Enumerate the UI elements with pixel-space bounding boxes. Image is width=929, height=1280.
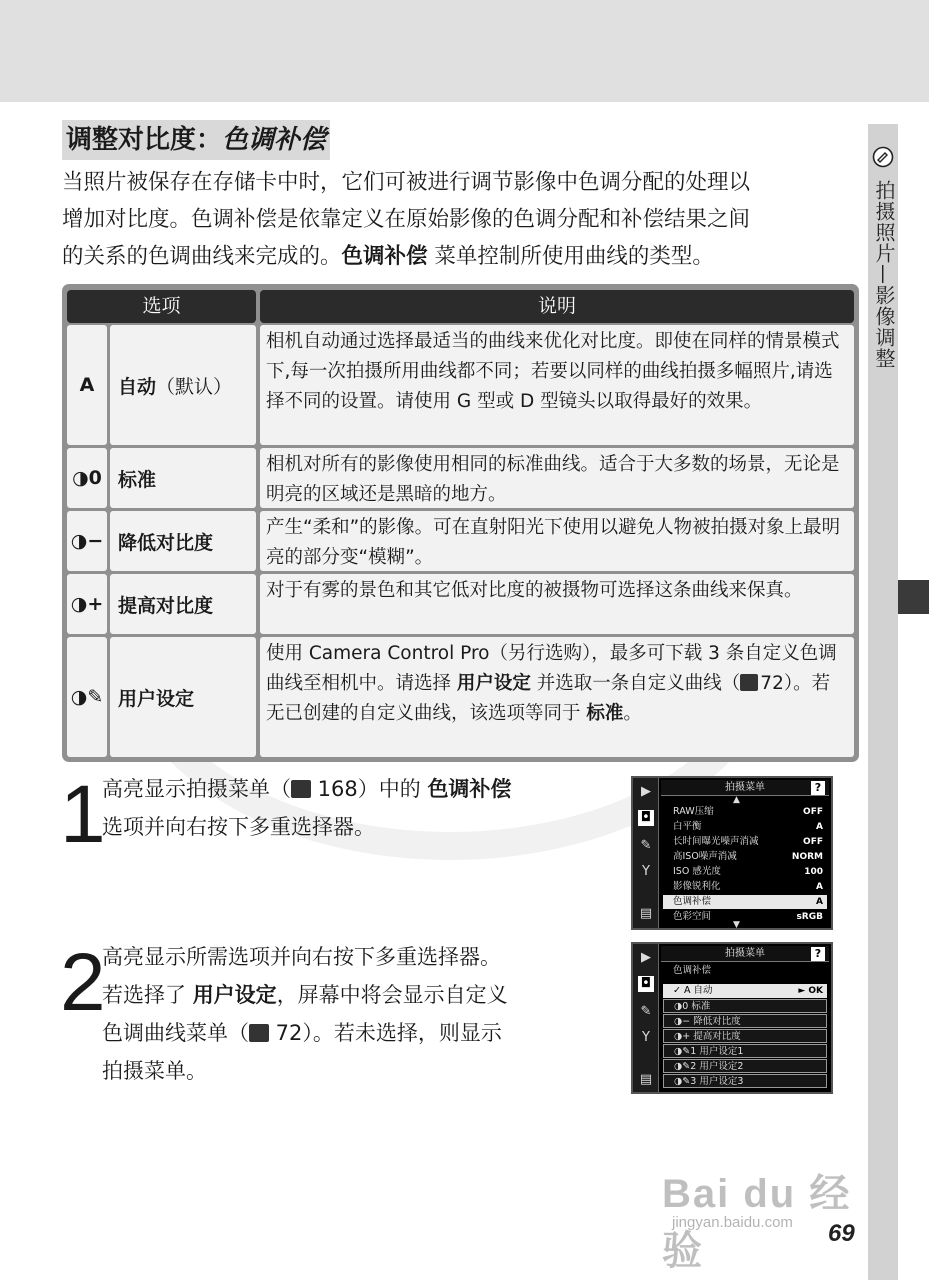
screen-title: 拍摄菜单 ?	[661, 780, 829, 796]
page-ref-icon	[249, 1024, 269, 1042]
step-1-text: 高亮显示拍摄菜单（ 168）中的 色调补偿 选项并向右按下多重选择器。	[102, 777, 512, 839]
camera-icon: ◘	[638, 810, 654, 826]
title-plain: 调整对比度：	[66, 125, 223, 155]
page-ref-icon	[291, 780, 311, 798]
intro-line: 的关系的色调曲线来完成的。色调补偿 菜单控制所使用曲线的类型。	[62, 244, 714, 269]
option-icon-more-contrast: ◑+	[67, 574, 107, 634]
option-description: 产生“柔和”的影像。可在直射阳光下使用以避免人物被拍摄对象上最明亮的部分变“模糊”。	[260, 511, 854, 571]
intro-line: 当照片被保存在存储卡中时，它们可被进行调节影像中色调分配的处理以	[62, 170, 751, 195]
menu-row: ◑− 降低对比度	[663, 1014, 827, 1028]
option-name: 标准	[110, 448, 256, 508]
menu-row: ◑+ 提高对比度	[663, 1029, 827, 1043]
chapter-label: 拍摄照片—影像调整	[872, 180, 896, 369]
option-name: 降低对比度	[110, 511, 256, 571]
help-icon: ?	[811, 947, 825, 961]
pencil-icon: ✎	[640, 1004, 652, 1019]
page-ref-icon	[740, 674, 758, 691]
option-name: 用户设定	[110, 637, 256, 757]
wrench-icon: Y	[642, 864, 650, 879]
menu-row: ◑✎2 用户设定2	[663, 1059, 827, 1073]
menu-row: ◑✎3 用户设定3	[663, 1074, 827, 1088]
camera-screen-tone-comp	[631, 942, 833, 1094]
menu-row: 长时间曝光噪声消减 OFF	[673, 836, 823, 847]
option-name: 提高对比度	[110, 574, 256, 634]
title-italic: 色调补偿	[222, 125, 327, 155]
option-icon-standard: ◑0	[67, 448, 107, 508]
baidu-logo: Bai du 经验	[662, 1172, 852, 1273]
header-option: 选项	[67, 290, 256, 323]
camera-screen-shooting-menu	[631, 776, 833, 930]
menu-row: 高ISO噪声消减 NORM	[673, 851, 823, 862]
menu-name-bold: 色调补偿	[341, 244, 428, 269]
menu-tab-column	[633, 778, 659, 928]
menu-row: 色彩空间 sRGB	[673, 911, 823, 922]
menu-row: ISO 感光度 100	[673, 866, 823, 877]
option-name: 自动 （默认）	[110, 325, 256, 445]
help-icon: ?	[811, 781, 825, 795]
menu-row-selected: ✓ A 自动 ► OK	[663, 984, 827, 998]
header-description: 说明	[260, 290, 854, 323]
scroll-up-icon: ▲	[733, 795, 740, 805]
baidu-url: jingyan.baidu.com	[672, 1214, 793, 1231]
scroll-down-icon: ▼	[733, 920, 740, 930]
option-description: 相机对所有的影像使用相同的标准曲线。适合于大多数的场景，无论是明亮的区域还是黑暗的地方。	[260, 448, 854, 508]
recent-icon: ▤	[639, 906, 653, 921]
option-description: 相机自动通过选择最适当的曲线来优化对比度。即使在同样的情景模式下,每一次拍摄所用曲线都不同；若要以同样的曲线拍摄多幅照片,请选择不同的设置。请使用 G 型或 D 型镜头以取得最好的效果。	[260, 325, 854, 445]
step-number-2: 2	[60, 937, 106, 1028]
option-icon-auto: A	[67, 325, 107, 445]
playback-icon: ▶	[641, 950, 651, 965]
wrench-icon: Y	[642, 1030, 650, 1045]
submenu-title: 色调补偿	[673, 965, 712, 976]
playback-icon: ▶	[641, 784, 651, 799]
chapter-marker	[898, 580, 929, 614]
intro-paragraph	[62, 164, 862, 275]
recent-icon: ▤	[639, 1072, 653, 1087]
option-icon-custom: ◑✎	[67, 637, 107, 757]
pencil-icon: ✎	[640, 838, 652, 853]
screen-title: 拍摄菜单 ?	[661, 946, 829, 962]
menu-row: RAW压缩 OFF	[673, 806, 823, 817]
intro-line: 增加对比度。色调补偿是依靠定义在原始影像的色调分配和补偿结果之间	[62, 207, 751, 232]
menu-row: 影像锐利化 A	[673, 881, 823, 892]
step-number-1: 1	[60, 769, 106, 860]
menu-row: 白平衡 A	[673, 821, 823, 832]
options-table	[62, 284, 859, 762]
menu-row: ◑0 标准	[663, 999, 827, 1013]
page-number: 69	[828, 1220, 855, 1247]
header-band	[0, 0, 929, 102]
menu-row-selected: 色调补偿 A	[663, 895, 827, 909]
option-description: 对于有雾的景色和其它低对比度的被摄物可选择这条曲线来保真。	[260, 574, 854, 634]
page-title	[62, 120, 330, 160]
camera-pencil-icon	[872, 146, 894, 168]
camera-icon: ◘	[638, 976, 654, 992]
menu-row: ◑✎1 用户设定1	[663, 1044, 827, 1058]
option-description: 使用 Camera Control Pro（另行选购），最多可下载 3 条自定义色调曲线至相机中。请选择 用户设定 并选取一条自定义曲线（ 72）。若无已创建的自定义曲线，该选项等同于 标准。	[260, 637, 854, 757]
option-icon-less-contrast: ◑−	[67, 511, 107, 571]
menu-tab-column	[633, 944, 659, 1092]
step-2-text: 高亮显示所需选项并向右按下多重选择器。 若选择了 用户设定，屏幕中将会显示自定义 色调曲线菜单（ 72）。若未选择，则显示 拍摄菜单。	[102, 945, 508, 1083]
